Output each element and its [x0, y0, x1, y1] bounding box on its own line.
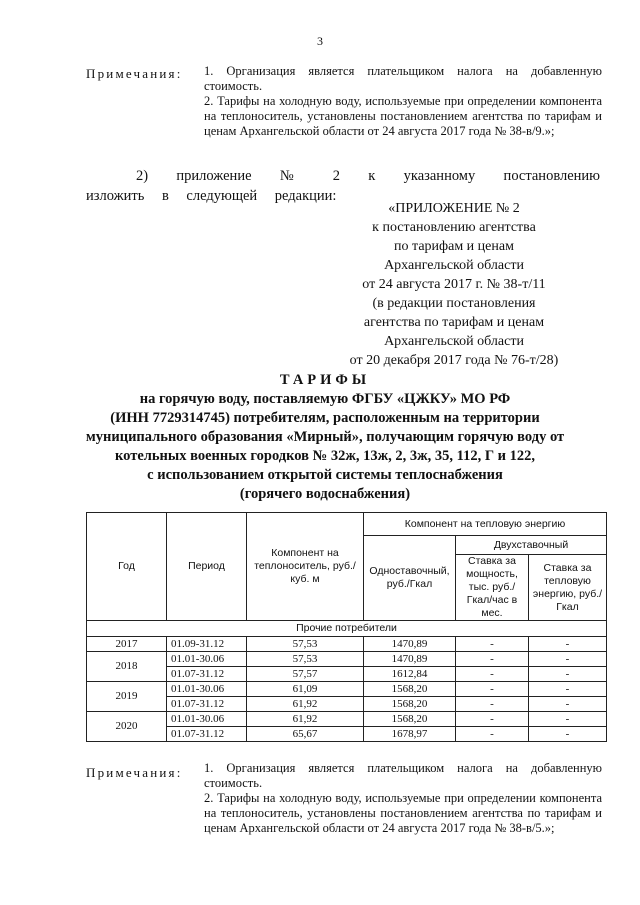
header-energy: Компонент на тепловую энергию [364, 513, 607, 536]
table-row [87, 652, 607, 667]
cell-capacity: - [456, 682, 529, 697]
notes-top [204, 64, 602, 139]
cell-heat: - [529, 652, 607, 667]
cell-carrier: 65,67 [247, 727, 364, 742]
tariff-table [86, 512, 607, 742]
notes-top-item-1: 1. Организация является плательщиком налога на добавленную стоимость. [204, 64, 602, 93]
appendix-line: «ПРИЛОЖЕНИЕ № 2 [388, 201, 520, 216]
cell-one-rate: 1568,20 [364, 697, 456, 712]
tariff-title-line: с использованием открытой системы теплоснабжения [147, 467, 503, 483]
tariff-title [70, 371, 580, 504]
table-row [87, 682, 607, 697]
cell-heat: - [529, 667, 607, 682]
header-one-rate: Одноставочный, руб./Гкал [364, 536, 456, 621]
page-number: 3 [317, 34, 323, 48]
cell-one-rate: 1568,20 [364, 682, 456, 697]
appendix-line: к постановлению агентства [372, 220, 536, 235]
amendment-text: 2) приложение № 2 к указанному постановлению изложить в следующей редакции: [86, 168, 600, 204]
tariff-heading: ТАРИФЫ [279, 372, 371, 388]
cell-carrier: 57,53 [247, 652, 364, 667]
appendix-line: Архангельской области [384, 258, 524, 273]
cell-year: 2018 [87, 652, 167, 682]
cell-heat: - [529, 712, 607, 727]
notes-bottom-item-1: 1. Организация является плательщиком налога на добавленную стоимость. [204, 761, 602, 790]
cell-year: 2019 [87, 682, 167, 712]
tariff-title-line: на горячую воду, поставляемую ФГБУ «ЦЖКУ» МО РФ [139, 391, 511, 407]
cell-capacity: - [456, 637, 529, 652]
appendix-line: от 24 августа 2017 г. № 38-т/11 [362, 277, 546, 292]
cell-year: 2020 [87, 712, 167, 742]
appendix-line: (в редакции постановления [372, 296, 536, 311]
header-period: Период [167, 513, 247, 621]
appendix-reference [326, 199, 582, 370]
cell-one-rate: 1568,20 [364, 712, 456, 727]
cell-one-rate: 1612,84 [364, 667, 456, 682]
section-row: Прочие потребители [87, 621, 607, 637]
tariff-title-line: котельных военных городков № 32ж, 13ж, 2, 3ж, 35, 112, Г и 122, [114, 448, 536, 464]
cell-one-rate: 1678,97 [364, 727, 456, 742]
cell-heat: - [529, 682, 607, 697]
cell-period: 01.01-30.06 [167, 712, 247, 727]
cell-carrier: 61,92 [247, 712, 364, 727]
cell-one-rate: 1470,89 [364, 637, 456, 652]
cell-capacity: - [456, 667, 529, 682]
cell-heat: - [529, 637, 607, 652]
header-carrier: Компонент на теплоноситель, руб./куб. м [247, 513, 364, 621]
cell-year: 2017 [87, 637, 167, 652]
notes-top-label: Примечания: [86, 66, 183, 81]
appendix-line: агентства по тарифам и ценам [363, 315, 545, 330]
appendix-line: от 20 декабря 2017 года № 76-т/28) [349, 353, 559, 368]
tariff-title-line: (горячего водоснабжения) [239, 486, 411, 502]
header-capacity: Ставка за мощность, тыс. руб./ Гкал/час в мес. [456, 555, 529, 621]
cell-capacity: - [456, 652, 529, 667]
cell-capacity: - [456, 712, 529, 727]
cell-carrier: 61,92 [247, 697, 364, 712]
notes-top-item-2: 2. Тарифы на холодную воду, используемые при определении компонента на теплоноситель, установлены постановлением агентства по тарифам и ценам Архангельской области от 24 августа 2017 года № 38-в/9.»; [204, 94, 602, 138]
appendix-line: Архангельской области [384, 334, 524, 349]
cell-period: 01.07-31.12 [167, 727, 247, 742]
cell-period: 01.07-31.12 [167, 667, 247, 682]
cell-heat: - [529, 727, 607, 742]
table-row [87, 712, 607, 727]
notes-bottom-item-2: 2. Тарифы на холодную воду, используемые при определении компонента на теплоноситель, установлены постановлением агентства по тарифам и ценам Архангельской области от 24 августа 2017 года № 38-в/5.»; [204, 791, 602, 835]
notes-bottom-label: Примечания: [86, 765, 183, 780]
cell-period: 01.07-31.12 [167, 697, 247, 712]
tariff-title-line: муниципального образования «Мирный», получающим горячую воду от [85, 429, 565, 445]
cell-carrier: 61,09 [247, 682, 364, 697]
tariff-title-line: (ИНН 7729314745) потребителям, расположенным на территории [110, 410, 540, 426]
cell-carrier: 57,53 [247, 637, 364, 652]
appendix-line: по тарифам и ценам [394, 239, 514, 254]
table-row [87, 637, 607, 652]
header-heat: Ставка за тепловую энергию, руб./Гкал [529, 555, 607, 621]
cell-period: 01.01-30.06 [167, 652, 247, 667]
cell-capacity: - [456, 697, 529, 712]
cell-period: 01.09-31.12 [167, 637, 247, 652]
cell-period: 01.01-30.06 [167, 682, 247, 697]
cell-capacity: - [456, 727, 529, 742]
cell-carrier: 57,57 [247, 667, 364, 682]
cell-heat: - [529, 697, 607, 712]
notes-bottom [204, 761, 602, 836]
header-year: Год [87, 513, 167, 621]
header-two-rate: Двухставочный [456, 536, 607, 555]
cell-one-rate: 1470,89 [364, 652, 456, 667]
